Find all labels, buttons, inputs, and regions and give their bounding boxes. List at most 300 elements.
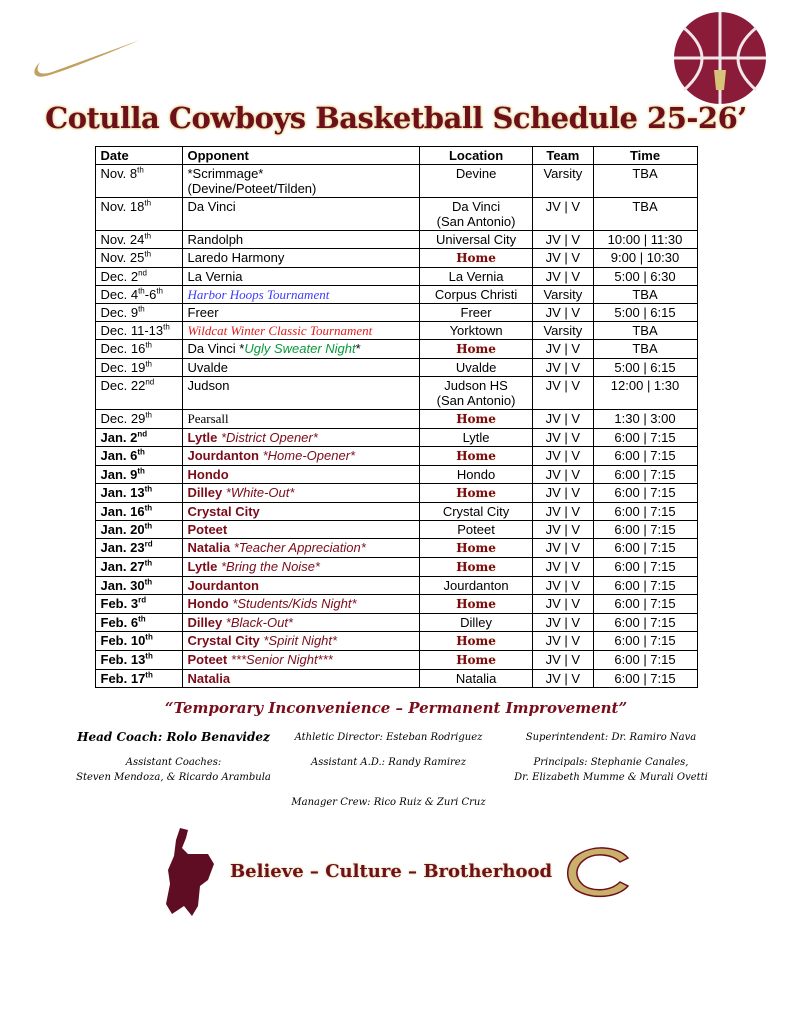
principals-names: Dr. Elizabeth Mumme & Murali Ovetti xyxy=(514,772,708,783)
team-cell: JV | V xyxy=(533,632,593,651)
home-location: Home xyxy=(456,412,496,426)
table-row xyxy=(95,165,697,198)
date-cell xyxy=(95,539,182,558)
date-text: Feb. 13 xyxy=(100,652,146,667)
location-cell xyxy=(419,198,532,231)
location-name: Yorktown xyxy=(449,323,503,338)
table-row xyxy=(95,614,697,632)
opponent-cell xyxy=(182,286,419,304)
table-row xyxy=(95,521,697,539)
date-text: Feb. 17 xyxy=(100,671,146,686)
opponent-cell xyxy=(182,521,419,539)
location-cell xyxy=(419,651,532,670)
team-cell: JV | V xyxy=(533,651,593,670)
time-cell: 6:00 | 7:15 xyxy=(593,429,697,447)
date-text: -6 xyxy=(144,287,157,302)
date-text: Feb. 6 xyxy=(100,615,139,630)
date-text: Nov. 18 xyxy=(100,199,145,214)
opponent-cell xyxy=(182,651,419,670)
location-cell xyxy=(419,377,532,410)
opponent-name: Natalia xyxy=(187,671,231,686)
opponent-name: Natalia xyxy=(187,540,234,555)
table-row xyxy=(95,322,697,340)
header-opponent: Opponent xyxy=(182,147,419,165)
location-cell xyxy=(419,595,532,614)
time-cell: 6:00 | 7:15 xyxy=(593,503,697,521)
date-text: Jan. 9 xyxy=(100,467,138,482)
date-suffix: th xyxy=(144,503,153,513)
header-location: Location xyxy=(419,147,532,165)
date-text: Jan. 23 xyxy=(100,540,145,555)
opponent-name: Hondo xyxy=(187,467,229,482)
date-suffix: th xyxy=(138,304,145,314)
header-date: Date xyxy=(95,147,182,165)
date-suffix: th xyxy=(137,466,145,476)
manager-crew: Manager Crew: Rico Ruiz & Zuri Cruz xyxy=(291,797,486,808)
opponent-cell xyxy=(182,322,419,340)
table-header xyxy=(95,147,697,165)
motto-quote: “Temporary Inconvenience – Permanent Improvement” xyxy=(164,699,628,717)
date-text: Nov. 24 xyxy=(100,232,145,247)
date-text: Dec. 19 xyxy=(100,360,146,375)
assistant-coaches xyxy=(71,755,276,785)
location-name: La Vernia xyxy=(448,269,504,284)
team-cell: JV | V xyxy=(533,521,593,539)
team-cell: JV | V xyxy=(533,410,593,429)
team-cell: Varsity xyxy=(533,322,593,340)
date-suffix: th xyxy=(145,632,153,642)
game-note: *District Opener* xyxy=(220,430,318,445)
date-cell xyxy=(95,577,182,595)
table-row xyxy=(95,577,697,595)
time-cell: 1:30 | 3:00 xyxy=(593,410,697,429)
assistant-ad: Assistant A.D.: Randy Ramirez xyxy=(311,757,466,768)
team-cell: JV | V xyxy=(533,539,593,558)
table-row xyxy=(95,359,697,377)
game-note: Harbor Hoops Tournament xyxy=(187,287,330,302)
table-row xyxy=(95,410,697,429)
page-title: Cotulla Cowboys Basketball Schedule 25-26’ xyxy=(45,101,747,135)
opponent-name: Dilley xyxy=(187,615,226,630)
staff-spacer-right xyxy=(501,795,721,810)
time-cell: 5:00 | 6:30 xyxy=(593,268,697,286)
team-cell: JV | V xyxy=(533,558,593,577)
table-row xyxy=(95,340,697,359)
location-cell xyxy=(419,484,532,503)
date-cell xyxy=(95,558,182,577)
date-suffix: th xyxy=(138,614,146,624)
date-suffix: th xyxy=(145,340,152,350)
date-cell xyxy=(95,595,182,614)
team-cell: JV | V xyxy=(533,503,593,521)
table-row xyxy=(95,466,697,484)
team-cell: JV | V xyxy=(533,268,593,286)
opponent-name: La Vernia xyxy=(187,269,243,284)
date-cell xyxy=(95,268,182,286)
time-cell: TBA xyxy=(593,198,697,231)
game-note-end: * xyxy=(355,341,361,356)
game-note: Wildcat Winter Classic Tournament xyxy=(187,323,373,338)
date-suffix: th xyxy=(145,410,152,420)
time-cell: 6:00 | 7:15 xyxy=(593,539,697,558)
date-cell xyxy=(95,359,182,377)
date-suffix: th xyxy=(144,231,152,241)
head-coach: Head Coach: Rolo Benavidez xyxy=(77,730,270,744)
location-name: Da Vinci xyxy=(451,199,501,214)
location-name: Freer xyxy=(460,305,492,320)
date-text: Jan. 27 xyxy=(100,559,145,574)
time-cell: 9:00 | 10:30 xyxy=(593,249,697,268)
location-cell xyxy=(419,429,532,447)
date-suffix: th xyxy=(144,558,153,568)
date-suffix: th xyxy=(163,322,170,332)
date-cell xyxy=(95,198,182,231)
date-text: Dec. 22 xyxy=(100,378,146,393)
time-cell: 6:00 | 7:15 xyxy=(593,614,697,632)
opponent-name: Da Vinci * xyxy=(187,341,245,356)
date-suffix: th xyxy=(137,165,144,175)
location-cell xyxy=(419,670,532,688)
date-suffix: nd xyxy=(138,268,147,278)
team-cell: JV | V xyxy=(533,614,593,632)
location-name: Lytle xyxy=(462,430,490,445)
superintendent: Superintendent: Dr. Ramiro Nava xyxy=(525,732,697,743)
time-cell: 6:00 | 7:15 xyxy=(593,447,697,466)
location-name: Poteet xyxy=(457,522,495,537)
location-name: Uvalde xyxy=(455,360,497,375)
staff-spacer-left xyxy=(71,795,276,810)
location-cell xyxy=(419,577,532,595)
date-cell xyxy=(95,670,182,688)
date-cell xyxy=(95,410,182,429)
header-team: Team xyxy=(533,147,593,165)
location-cell xyxy=(419,231,532,249)
opponent-name: Randolph xyxy=(187,232,244,247)
principals-label: Principals: Stephanie Canales, xyxy=(533,757,689,768)
team-cell: Varsity xyxy=(533,286,593,304)
opponent-cell xyxy=(182,614,419,632)
date-text: Feb. 3 xyxy=(100,596,139,611)
location-detail: (San Antonio) xyxy=(436,393,516,408)
date-text: Jan. 13 xyxy=(100,485,145,500)
time-cell: TBA xyxy=(593,165,697,198)
date-cell xyxy=(95,466,182,484)
team-cell: JV | V xyxy=(533,304,593,322)
opponent-name: Da Vinci xyxy=(187,199,236,214)
date-suffix: th xyxy=(145,651,153,661)
date-cell xyxy=(95,304,182,322)
opponent-cell xyxy=(182,268,419,286)
team-cell: JV | V xyxy=(533,198,593,231)
opponent-name: Judson xyxy=(187,378,230,393)
date-suffix: th xyxy=(137,447,145,457)
opponent-name: Freer xyxy=(187,305,219,320)
location-cell xyxy=(419,304,532,322)
date-cell xyxy=(95,322,182,340)
time-cell: 10:00 | 11:30 xyxy=(593,231,697,249)
home-location: Home xyxy=(456,560,496,574)
opponent-name: Uvalde xyxy=(187,360,228,375)
opponent-cell xyxy=(182,249,419,268)
date-cell xyxy=(95,447,182,466)
game-note: *Spirit Night* xyxy=(263,633,338,648)
opponent-name: *Scrimmage* xyxy=(187,166,264,181)
opponent-cell xyxy=(182,198,419,231)
date-text: Dec. 16 xyxy=(100,341,146,356)
time-cell: 6:00 | 7:15 xyxy=(593,577,697,595)
opponent-cell xyxy=(182,539,419,558)
header-time: Time xyxy=(593,147,697,165)
location-cell xyxy=(419,466,532,484)
team-cell: JV | V xyxy=(533,231,593,249)
location-name: Hondo xyxy=(456,467,496,482)
opponent-cell xyxy=(182,466,419,484)
date-cell xyxy=(95,632,182,651)
athletic-director: Athletic Director: Esteban Rodriguez xyxy=(294,732,483,743)
cotulla-c-logo xyxy=(562,844,634,900)
date-text: Jan. 6 xyxy=(100,448,138,463)
date-cell xyxy=(95,286,182,304)
time-cell: 6:00 | 7:15 xyxy=(593,632,697,651)
principals xyxy=(501,755,721,785)
team-cell: JV | V xyxy=(533,466,593,484)
date-cell xyxy=(95,521,182,539)
home-location: Home xyxy=(456,342,496,356)
schedule-table xyxy=(95,146,698,688)
staff-list xyxy=(71,730,721,810)
location-cell xyxy=(419,521,532,539)
time-cell: 5:00 | 6:15 xyxy=(593,304,697,322)
motto-banner: Believe – Culture – Brotherhood xyxy=(229,861,553,882)
opponent-name: Dilley xyxy=(187,485,226,500)
opponent-cell xyxy=(182,165,419,198)
table-row xyxy=(95,651,697,670)
opponent-name: Lytle xyxy=(187,430,221,445)
time-cell: 6:00 | 7:15 xyxy=(593,595,697,614)
date-text: Jan. 2 xyxy=(100,430,138,445)
home-location: Home xyxy=(456,449,496,463)
time-cell: TBA xyxy=(593,322,697,340)
team-cell: JV | V xyxy=(533,377,593,410)
date-suffix: th xyxy=(144,521,153,531)
location-cell xyxy=(419,268,532,286)
table-row xyxy=(95,429,697,447)
date-suffix: th xyxy=(144,249,152,259)
date-suffix: th xyxy=(156,286,163,296)
location-name: Judson HS xyxy=(444,378,508,393)
time-cell: 6:00 | 7:15 xyxy=(593,521,697,539)
table-row xyxy=(95,670,697,688)
date-cell xyxy=(95,165,182,198)
opponent-detail: (Devine/Poteet/Tilden) xyxy=(187,181,317,196)
date-cell xyxy=(95,377,182,410)
opponent-name: Lytle xyxy=(187,559,221,574)
date-cell xyxy=(95,340,182,359)
home-location: Home xyxy=(456,597,496,611)
date-cell xyxy=(95,484,182,503)
location-cell xyxy=(419,614,532,632)
team-cell: Varsity xyxy=(533,165,593,198)
location-cell xyxy=(419,410,532,429)
location-cell xyxy=(419,503,532,521)
table-row xyxy=(95,286,697,304)
location-name: Jourdanton xyxy=(443,578,509,593)
opponent-name: Jourdanton xyxy=(187,578,259,593)
opponent-cell xyxy=(182,359,419,377)
game-note: Ugly Sweater Night xyxy=(244,341,356,356)
date-cell xyxy=(95,503,182,521)
date-text: Jan. 30 xyxy=(100,578,145,593)
date-suffix: th xyxy=(144,198,152,208)
time-cell: 6:00 | 7:15 xyxy=(593,670,697,688)
location-name: Crystal City xyxy=(442,504,510,519)
game-note: ***Senior Night*** xyxy=(230,652,333,667)
table-row xyxy=(95,198,697,231)
date-text: Nov. 8 xyxy=(100,166,138,181)
location-cell xyxy=(419,322,532,340)
location-name: Devine xyxy=(455,166,497,181)
date-text: Dec. 2 xyxy=(100,269,139,284)
date-text: Jan. 20 xyxy=(100,522,145,537)
opponent-name: Crystal City xyxy=(187,633,264,648)
opponent-cell xyxy=(182,632,419,651)
opponent-name: Jourdanton xyxy=(187,448,263,463)
game-note: *Students/Kids Night* xyxy=(232,596,357,611)
location-cell xyxy=(419,359,532,377)
date-text: Jan. 16 xyxy=(100,504,145,519)
game-note: *Home-Opener* xyxy=(262,448,356,463)
opponent-name: Pearsall xyxy=(187,411,229,426)
table-row xyxy=(95,304,697,322)
date-suffix: rd xyxy=(138,595,147,605)
table-row xyxy=(95,249,697,268)
team-cell: JV | V xyxy=(533,359,593,377)
date-text: Feb. 10 xyxy=(100,633,146,648)
team-cell: JV | V xyxy=(533,577,593,595)
bucking-horse-logo xyxy=(158,824,220,919)
opponent-cell xyxy=(182,577,419,595)
home-location: Home xyxy=(456,634,496,648)
table-row xyxy=(95,503,697,521)
date-cell xyxy=(95,429,182,447)
opponent-name: Hondo xyxy=(187,596,233,611)
team-cell: JV | V xyxy=(533,447,593,466)
date-text: Dec. 29 xyxy=(100,411,146,426)
location-cell xyxy=(419,286,532,304)
team-cell: JV | V xyxy=(533,484,593,503)
location-cell xyxy=(419,558,532,577)
opponent-cell xyxy=(182,340,419,359)
game-note: *White-Out* xyxy=(225,485,295,500)
opponent-name: Poteet xyxy=(187,652,231,667)
home-location: Home xyxy=(456,251,496,265)
opponent-cell xyxy=(182,503,419,521)
date-suffix: rd xyxy=(144,539,153,549)
date-suffix: th xyxy=(144,484,153,494)
opponent-cell xyxy=(182,231,419,249)
assistant-coaches-names: Steven Mendoza, & Ricardo Arambula xyxy=(76,772,271,783)
opponent-cell xyxy=(182,429,419,447)
date-text: Dec. 4 xyxy=(100,287,139,302)
date-suffix: th xyxy=(144,577,153,587)
location-cell xyxy=(419,447,532,466)
team-cell: JV | V xyxy=(533,670,593,688)
table-row xyxy=(95,447,697,466)
time-cell: 6:00 | 7:15 xyxy=(593,651,697,670)
date-text: Dec. 11-13 xyxy=(100,323,164,338)
date-cell xyxy=(95,249,182,268)
team-cell: JV | V xyxy=(533,595,593,614)
opponent-cell xyxy=(182,484,419,503)
time-cell: 12:00 | 1:30 xyxy=(593,377,697,410)
team-cell: JV | V xyxy=(533,340,593,359)
location-name: Natalia xyxy=(455,671,497,686)
date-suffix: th xyxy=(145,670,153,680)
date-cell xyxy=(95,231,182,249)
motto-row xyxy=(158,824,634,919)
game-note: *Teacher Appreciation* xyxy=(233,540,366,555)
table-row xyxy=(95,595,697,614)
opponent-cell xyxy=(182,447,419,466)
time-cell: TBA xyxy=(593,340,697,359)
home-location: Home xyxy=(456,653,496,667)
location-name: Dilley xyxy=(460,615,492,630)
time-cell: 5:00 | 6:15 xyxy=(593,359,697,377)
table-row xyxy=(95,539,697,558)
date-text: Nov. 25 xyxy=(100,250,145,265)
opponent-cell xyxy=(182,304,419,322)
time-cell: 6:00 | 7:15 xyxy=(593,558,697,577)
date-suffix: nd xyxy=(145,377,155,387)
location-cell xyxy=(419,632,532,651)
location-detail: (San Antonio) xyxy=(436,214,516,229)
game-note: *Black-Out* xyxy=(225,615,293,630)
table-row xyxy=(95,558,697,577)
table-row xyxy=(95,377,697,410)
opponent-name: Crystal City xyxy=(187,504,260,519)
opponent-cell xyxy=(182,558,419,577)
date-text: Dec. 9 xyxy=(100,305,139,320)
time-cell: 6:00 | 7:15 xyxy=(593,484,697,503)
table-row xyxy=(95,632,697,651)
game-note: *Bring the Noise* xyxy=(220,559,320,574)
team-cell: JV | V xyxy=(533,249,593,268)
table-row xyxy=(95,231,697,249)
opponent-cell xyxy=(182,595,419,614)
date-cell xyxy=(95,614,182,632)
date-suffix: nd xyxy=(137,429,148,439)
table-row xyxy=(95,484,697,503)
date-cell xyxy=(95,651,182,670)
home-location: Home xyxy=(456,486,496,500)
team-cell: JV | V xyxy=(533,429,593,447)
opponent-name: Laredo Harmony xyxy=(187,250,285,265)
location-cell xyxy=(419,539,532,558)
opponent-cell xyxy=(182,410,419,429)
opponent-cell xyxy=(182,670,419,688)
home-location: Home xyxy=(456,541,496,555)
time-cell: TBA xyxy=(593,286,697,304)
opponent-cell xyxy=(182,377,419,410)
date-suffix: th xyxy=(138,286,145,296)
location-cell xyxy=(419,340,532,359)
location-name: Corpus Christi xyxy=(434,287,518,302)
time-cell: 6:00 | 7:15 xyxy=(593,466,697,484)
location-name: Universal City xyxy=(435,232,517,247)
date-suffix: th xyxy=(145,359,152,369)
table-row xyxy=(95,268,697,286)
location-cell xyxy=(419,165,532,198)
